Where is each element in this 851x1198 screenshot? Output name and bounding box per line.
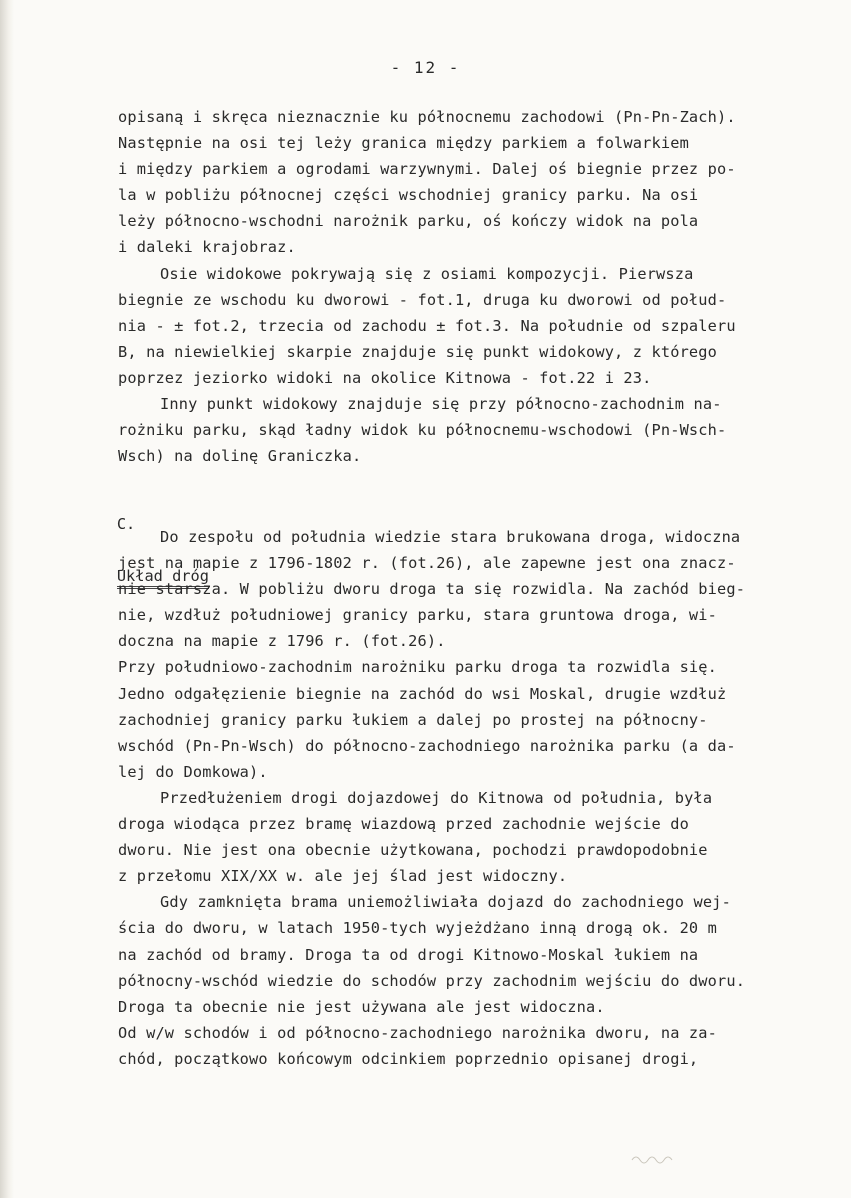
text-line: i między parkiem a ogrodami warzywnymi. Dalej oś biegnie przez po-: [118, 160, 736, 179]
faint-stamp-mark: [630, 1152, 678, 1167]
text-line: dworu. Nie jest ona obecnie użytkowana, pochodzi prawdopodobnie: [118, 841, 708, 860]
text-line: la w pobliżu północnej części wschodniej granicy parku. Na osi: [118, 186, 699, 205]
text-line: Wsch) na dolinę Graniczka.: [118, 447, 362, 466]
text-line: opisaną i skręca nieznacznie ku północnemu zachodowi (Pn-Pn-Zach).: [118, 108, 736, 126]
text-line: B, na niewielkiej skarpie znajduje się punkt widokowy, z którego: [118, 342, 718, 361]
text-line: poprzez jeziorko widoki na okolice Kitnowa - fot.22 i 23.: [118, 368, 652, 387]
section-title: Układ dróg: [117, 566, 209, 589]
text-line: wschód (Pn-Pn-Wsch) do północno-zachodniego narożnika parku (a da-: [118, 736, 736, 755]
text-line: nie, wzdłuż południowej granicy parku, stara gruntowa droga, wi-: [118, 606, 718, 625]
text-line: z przełomu XIX/XX w. ale jej ślad jest widoczny.: [118, 867, 568, 886]
text-line: Do zespołu od południa wiedzie stara brukowana droga, widoczna: [160, 528, 741, 546]
text-line: Od w/w schodów i od północno-zachodniego narożnika dworu, na za-: [118, 1023, 718, 1042]
text-line: nie starsza. W pobliżu dworu droga ta się rozwidla. Na zachód bieg-: [118, 580, 746, 599]
text-line: droga wiodąca przez bramę wiazdową przed zachodnie wejście do: [118, 815, 689, 834]
text-line: rożniku parku, skąd ładny widok ku północnemu-wschodowi (Pn-Wsch-: [118, 421, 727, 440]
paragraph-block-roads: [118, 524, 818, 1072]
text-line: lej do Domkowa).: [118, 762, 268, 781]
text-line: ścia do dworu, w latach 1950-tych wyjeżdżano inną drogą ok. 20 m: [118, 919, 718, 938]
section-letter: C.: [116, 515, 136, 533]
text-line: Następnie na osi tej leży granica między parkiem a folwarkiem: [118, 134, 689, 153]
text-line: Droga ta obecnie nie jest używana ale jest widoczna.: [118, 997, 605, 1016]
text-line: Osie widokowe pokrywają się z osiami kompozycji. Pierwsza: [160, 264, 694, 283]
text-line: chód, początkowo końcowym odcinkiem poprzednio opisanej drogi,: [118, 1049, 699, 1068]
text-line: Przedłużeniem drogi dojazdowej do Kitnowa od południa, była: [160, 788, 713, 807]
text-line: północny-wschód wiedzie do schodów przy zachodnim wejściu do dworu.: [118, 971, 746, 990]
scan-edge-shadow: [0, 0, 14, 1198]
text-line: Gdy zamknięta brama uniemożliwiała dojazd do zachodniego wej-: [160, 893, 731, 912]
text-line: i daleki krajobraz.: [118, 238, 296, 257]
text-line: Przy południowo-zachodnim narożniku parku droga ta rozwidla się.: [118, 658, 718, 677]
text-line: Inny punkt widokowy znajduje się przy północno-zachodnim na-: [160, 395, 722, 414]
text-line: jest na mapie z 1796-1802 r. (fot.26), ale zapewne jest ona znacz-: [118, 554, 736, 573]
text-line: leży północno-wschodni narożnik parku, oś kończy widok na pola: [118, 212, 699, 231]
text-line: biegnie ze wschodu ku dworowi - fot.1, druga ku dworowi od połud-: [118, 290, 727, 309]
paragraph-block-axes: [118, 104, 818, 469]
text-line: nia - ± fot.2, trzecia od zachodu ± fot.3. Na południe od szpaleru: [118, 316, 736, 335]
text-line: na zachód od bramy. Droga ta od drogi Kitnowo-Moskal łukiem na: [118, 945, 699, 964]
text-line: zachodniej granicy parku łukiem a dalej po prostej na północny-: [118, 710, 708, 729]
text-line: Jedno odgałęzienie biegnie na zachód do wsi Moskal, drugie wzdłuż: [118, 684, 727, 703]
page-number: - 12 -: [390, 58, 461, 77]
text-line: doczna na mapie z 1796 r. (fot.26).: [118, 632, 446, 651]
